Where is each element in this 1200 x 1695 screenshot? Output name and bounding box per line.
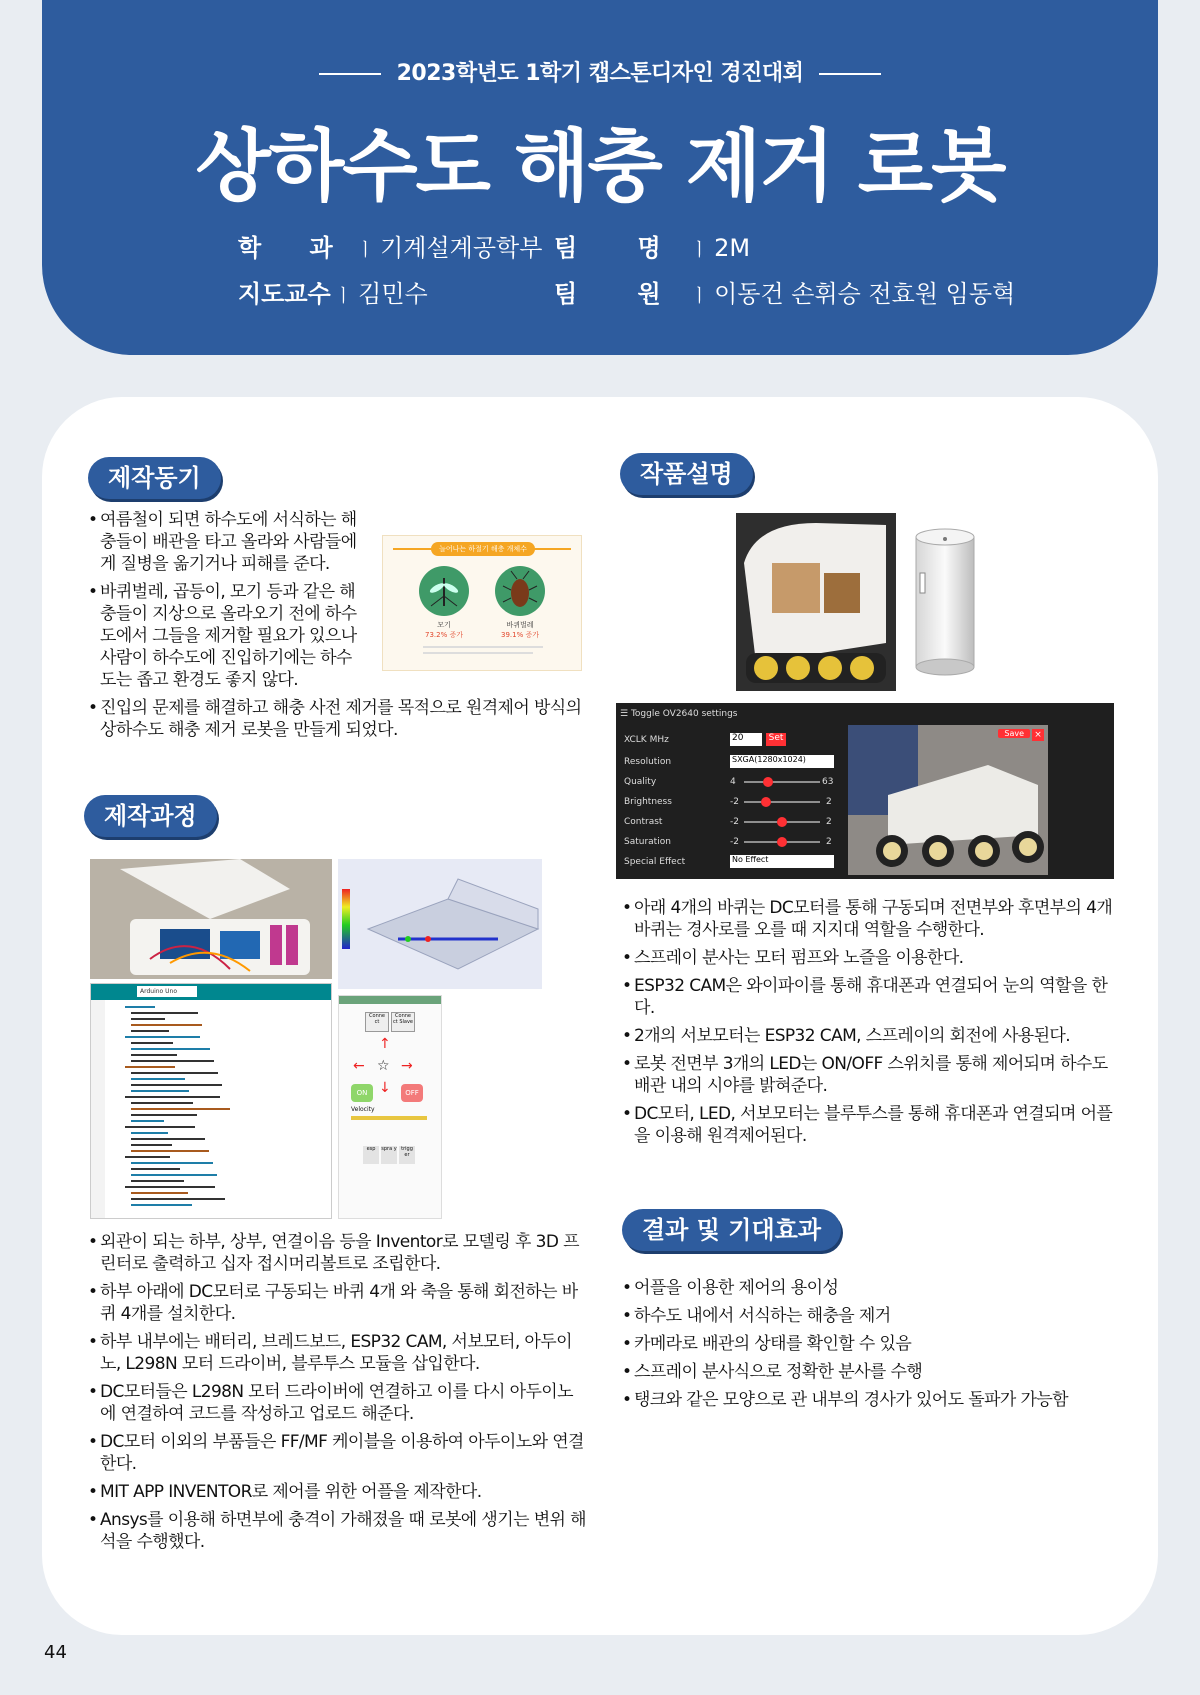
list-item: • DC모터들은 L298N 모터 드라이버에 연결하고 이를 다시 아두이노에 연결하여 코드를 작성하고 업로드 해준다. [88,1381,588,1425]
robot-photo [736,513,896,691]
motivation-bullets-bottom [88,697,588,747]
meta-team-name: 팀 명 ㅣ 2M [554,234,751,262]
set-button: Set [766,733,786,746]
xclk-input: 20 [730,733,762,746]
list-item: • Ansys를 이용해 하면부에 충격이 가해졌을 때 로봇에 생기는 변위 해석을 수행했다. [88,1509,588,1553]
list-item: • 어플을 이용한 제어의 용이성 [622,1277,1122,1299]
arrow-down-icon: ↓ [379,1080,391,1096]
section-heading-process: 제작과정 [84,795,217,837]
arrow-left-icon: ← [353,1058,365,1074]
list-item: • 카메라로 배관의 상태를 확인할 수 있음 [622,1333,1122,1355]
list-item: • 여름철이 되면 하수도에 서식하는 해충들이 배관을 타고 올라와 사람들에게 질병을 옮기거나 피해를 준다. [88,509,366,575]
resolution-select: SXGA(1280x1024) [730,755,834,768]
on-button: ON [351,1084,373,1102]
close-icon: × [1032,729,1044,741]
event-title: 2023학년도 1학기 캡스톤디자인 경진대회 [42,56,1158,87]
meta-department: 학 과 ㅣ 기계설계공학부 [238,234,543,262]
list-item: • ESP32 CAM은 와이파이를 통해 휴대폰과 연결되어 눈의 역할을 한다. [622,975,1122,1019]
insect2-stat: 39.1% 증가 [501,631,539,639]
page-number: 44 [44,1642,67,1663]
trigger-button: trigg er [399,1146,415,1164]
list-item: • DC모터, LED, 서보모터는 블루투스를 통해 휴대폰과 연결되며 어플을 이용해 원격제어된다. [622,1103,1122,1147]
insect-statistics-figure [382,535,582,671]
insect1-stat: 73.2% 증가 [425,631,463,639]
esp32-cam-settings-screenshot: ☰ Toggle OV2640 settings XCLK MHz 20 Set Resolution SXGA(1280x1024) Quality Brightness Contrast Saturation Special Effect No Effect 4 63 -2 2 -2 2 -2 2 Save × [616,703,1114,879]
content-card [42,397,1158,1635]
connect-slave-button: Conne ct Slave [391,1012,415,1032]
velocity-label: Velocity [351,1106,375,1113]
list-item: • 2개의 서보모터는 ESP32 CAM, 스프레이의 회전에 사용된다. [622,1025,1122,1047]
section-heading-results: 결과 및 기대효과 [622,1209,841,1251]
meta-team-members: 팀 원 ㅣ 이동건 손휘승 전효원 임동혁 [554,280,1016,308]
camera-preview [848,725,1048,875]
process-bullets [88,1231,588,1559]
spray-cylinder-model [912,527,978,677]
velocity-slider [351,1116,427,1120]
star-icon: ☆ [377,1058,390,1074]
slider-tracks [740,773,824,847]
special-effect-select: No Effect [730,855,834,868]
divider-left [319,73,381,75]
figure-banner: 늘어나는 하절기 해충 개체수 [431,542,535,556]
section-heading-motivation: 제작동기 [88,457,221,499]
list-item: • 스프레이 분사식으로 정확한 분사를 수행 [622,1361,1122,1383]
mosquito-icon [419,566,469,616]
robot-internals-photo [90,859,332,979]
list-item: • 탱크와 같은 모양으로 관 내부의 경사가 있어도 돌파가 가능함 [622,1389,1122,1411]
spray-button: spra y [381,1146,397,1164]
meta-advisor: 지도교수 ㅣ 김민수 [238,280,428,308]
list-item: • 아래 4개의 바퀴는 DC모터를 통해 구동되며 전면부와 후면부의 4개 바퀴는 경사로를 오를 때 지지대 역할을 수행한다. [622,897,1122,941]
list-item: • 바퀴벌레, 곱등이, 모기 등과 같은 해충들이 지상으로 올라오기 전에 하수도에서 그들을 제거할 필요가 있으나 사람이 하수도에 진입하기에는 하수도는 좁고 환경도 좋지 않다. [88,581,366,691]
arduino-ide-screenshot [90,983,332,1219]
ide-toolbar: Arduino Uno [91,984,331,1000]
list-item: • 진입의 문제를 해결하고 해충 사전 제거를 목적으로 원격제어 방식의 상하수도 해충 제거 로봇을 만들게 되었다. [88,697,588,741]
description-bullets [622,897,1122,1153]
section-heading-description: 작품설명 [620,453,753,495]
arrow-up-icon: ↑ [379,1036,391,1052]
off-button: OFF [401,1084,423,1102]
ansys-analysis-image [338,859,542,989]
divider-right [819,73,881,75]
list-item: • DC모터 이외의 부품들은 FF/MF 케이블을 이용하여 아두이노와 연결한다. [88,1431,588,1475]
list-item: • 하부 내부에는 배터리, 브레드보드, ESP32 CAM, 서보모터, 아두이노, L298N 모터 드라이버, 블루투스 모듈을 삽입한다. [88,1331,588,1375]
motivation-bullets-top [88,509,366,697]
control-app-screenshot [338,995,442,1219]
menu-icon: ☰ [620,709,631,719]
header-banner [42,0,1158,355]
save-button: Save [998,729,1030,738]
results-bullets [622,1277,1122,1417]
cockroach-icon [495,566,545,616]
insect1-label: 모기 [437,621,451,629]
poster-title: 상하수도 해충 제거 로봇 [195,122,1005,212]
list-item: • 로봇 전면부 3개의 LED는 ON/OFF 스위치를 통해 제어되며 하수도 배관 내의 시야를 밝혀준다. [622,1053,1122,1097]
insect2-label: 바퀴벌레 [506,621,534,629]
arrow-right-icon: → [401,1058,413,1074]
toggle-settings: ☰ Toggle OV2640 settings [620,709,738,719]
list-item: • 스프레이 분사는 모터 펌프와 노즐을 이용한다. [622,947,1122,969]
list-item: • MIT APP INVENTOR로 제어를 위한 어플을 제작한다. [88,1481,588,1503]
esp-button: esp [363,1146,379,1164]
list-item: • 하수도 내에서 서식하는 해충을 제거 [622,1305,1122,1327]
list-item: • 하부 아래에 DC모터로 구동되는 바퀴 4개 와 축을 통해 회전하는 바퀴 4개를 설치한다. [88,1281,588,1325]
list-item: • 외관이 되는 하부, 상부, 연결이음 등을 Inventor로 모델링 후 3D 프린터로 출력하고 십자 접시머리볼트로 조립한다. [88,1231,588,1275]
connect-button: Conne ct [365,1012,389,1032]
